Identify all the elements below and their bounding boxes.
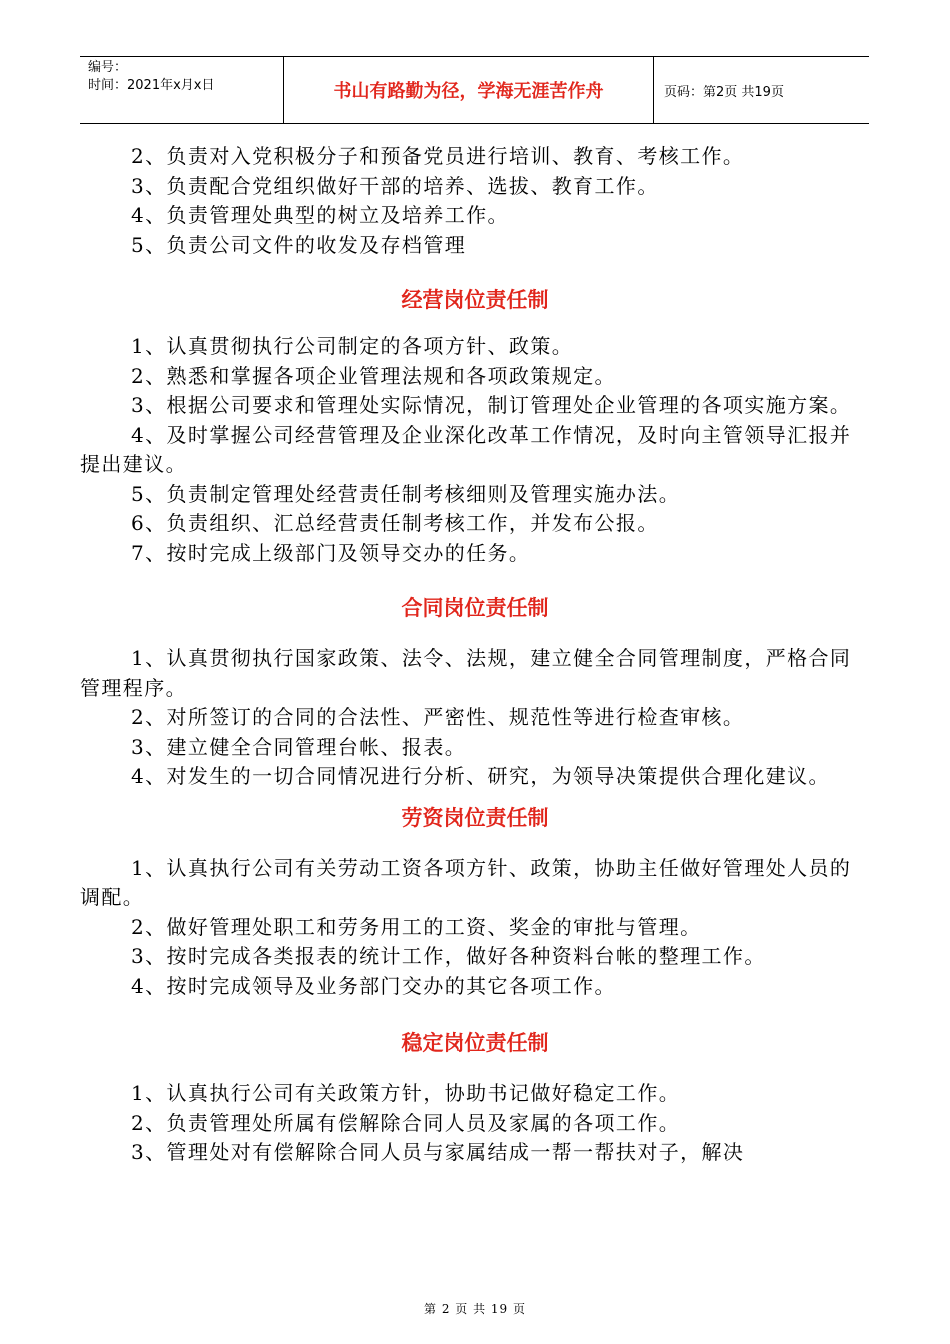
doc-number-label: 编号： xyxy=(88,60,128,75)
paragraph: 2、负责管理处所属有偿解除合同人员及家属的各项工作。 xyxy=(131,1110,681,1135)
page-header xyxy=(80,56,869,124)
section-title: 劳资岗位责任制 xyxy=(401,805,549,830)
paragraph: 5、负责公司文件的收发及存档管理 xyxy=(131,232,467,257)
paragraph: 3、按时完成各类报表的统计工作，做好各种资料台帐的整理工作。 xyxy=(131,944,766,968)
document-body xyxy=(80,142,870,1168)
paragraph: 3、负责配合党组织做好干部的培养、选拔、教育工作。 xyxy=(131,173,659,198)
header-motto: 书山有路勤为径，学海无涯苦作舟 xyxy=(283,57,654,123)
paragraph: 1、认真贯彻执行国家政策、法令、法规，建立健全合同管理制度，严格合同管理程序。 xyxy=(80,646,852,700)
paragraph: 3、管理处对有偿解除合同人员与家属结成一帮一帮扶对子，解决 xyxy=(131,1140,745,1164)
section-title: 稳定岗位责任制 xyxy=(401,1031,549,1055)
paragraph: 3、根据公司要求和管理处实际情况，制订管理处企业管理的各项实施方案。 xyxy=(131,393,852,417)
paragraph: 3、建立健全合同管理台帐、报表。 xyxy=(131,734,467,759)
page-footer: 第 2 页 共 19 页 xyxy=(424,1302,526,1316)
paragraph: 1、认真贯彻执行公司制定的各项方针、政策。 xyxy=(131,334,574,358)
paragraph: 1、认真执行公司有关政策方针，协助书记做好稳定工作。 xyxy=(131,1081,681,1105)
paragraph: 1、认真执行公司有关劳动工资各项方针、政策，协助主任做好管理处人员的调配。 xyxy=(80,855,852,909)
paragraph: 4、及时掌握公司经营管理及企业深化改革工作情况，及时向主管领导汇报并提出建议。 xyxy=(80,422,852,476)
paragraph: 2、负责对入党积极分子和预备党员进行培训、教育、考核工作。 xyxy=(131,144,745,168)
paragraph: 6、负责组织、汇总经营责任制考核工作，并发布公报。 xyxy=(131,511,659,535)
paragraph: 2、做好管理处职工和劳务用工的工资、奖金的审批与管理。 xyxy=(131,914,702,939)
header-page-info: 页码：第2页 共19页 xyxy=(664,84,784,100)
header-meta xyxy=(80,57,283,123)
section-title: 合同岗位责任制 xyxy=(401,596,549,620)
paragraph: 4、对发生的一切合同情况进行分析、研究，为领导决策提供合理化建议。 xyxy=(131,764,830,788)
paragraph: 7、按时完成上级部门及领导交办的任务。 xyxy=(131,540,531,565)
paragraph: 2、对所签订的合同的合法性、严密性、规范性等进行检查审核。 xyxy=(131,705,745,729)
doc-time-label: 时间：2021年x月x日 xyxy=(88,78,215,93)
paragraph: 5、负责制定管理处经营责任制考核细则及管理实施办法。 xyxy=(131,481,681,506)
paragraph: 4、按时完成领导及业务部门交办的其它各项工作。 xyxy=(131,973,616,998)
paragraph: 4、负责管理处典型的树立及培养工作。 xyxy=(131,203,509,227)
section-title: 经营岗位责任制 xyxy=(401,288,549,312)
paragraph: 2、熟悉和掌握各项企业管理法规和各项政策规定。 xyxy=(131,363,616,388)
